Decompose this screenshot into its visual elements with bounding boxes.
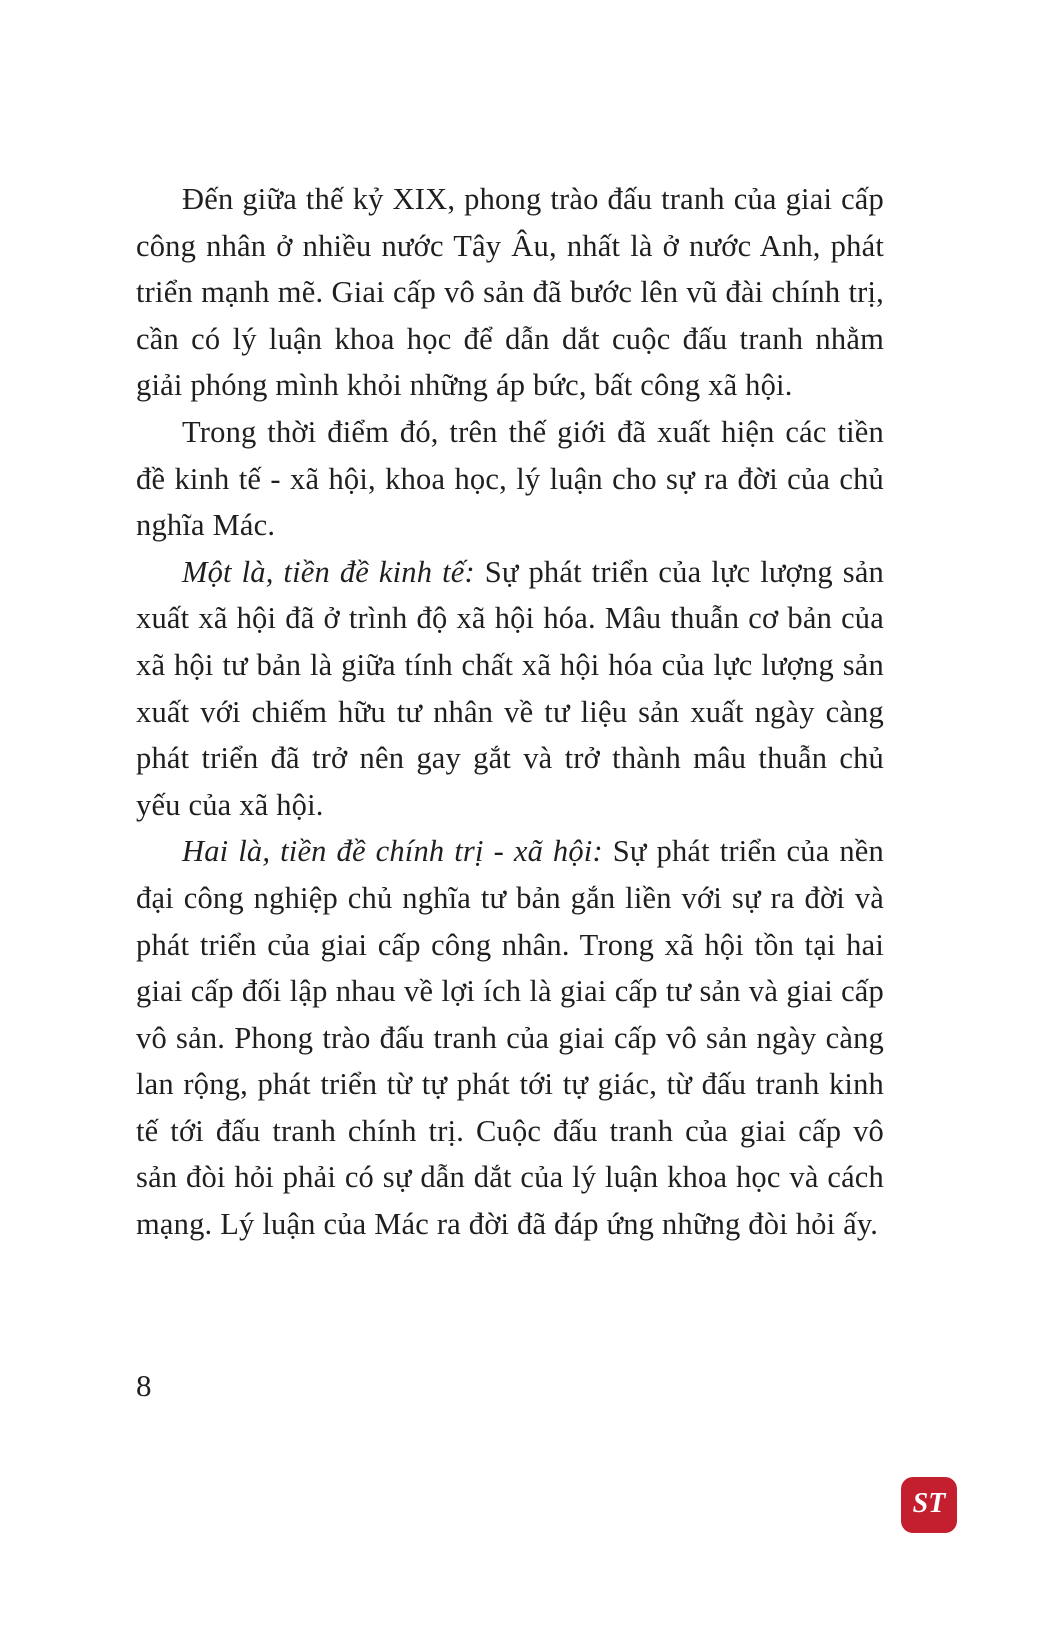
page-number: 8	[136, 1368, 152, 1403]
paragraph-text: Trong thời điểm đó, trên thế giới đã xuất hiện các tiền đề kinh tế - xã hội, khoa học, lý luận cho sự ra đời của chủ nghĩa Mác.	[136, 414, 884, 543]
paragraph-text: Đến giữa thế kỷ XIX, phong trào đấu tranh của giai cấp công nhân ở nhiều nước Tây Âu, nhất là ở nước Anh, phát triển mạnh mẽ. Giai cấp vô sản đã bước lên vũ đài chính trị, cần có lý luận khoa học để dẫn dắt cuộc đấu tranh nhằm giải phóng mình khỏi những áp bức, bất công xã hội.	[136, 182, 884, 403]
body-text	[136, 176, 884, 1248]
paragraph-lead-italic: Một là, tiền đề kinh tế:	[182, 554, 475, 589]
publisher-logo	[901, 1477, 957, 1533]
paragraph-text: Sự phát triển của nền đại công nghiệp chủ nghĩa tư bản gắn liền với sự ra đời và phát triển của giai cấp công nhân. Trong xã hội tồn tại hai giai cấp đối lập nhau về lợi ích là giai cấp tư sản và giai cấp vô sản. Phong trào đấu tranh của giai cấp vô sản ngày càng lan rộng, phát triển từ tự phát tới tự giác, từ đấu tranh kinh tế tới đấu tranh chính trị. Cuộc đấu tranh của giai cấp vô sản đòi hỏi phải có sự dẫn dắt của lý luận khoa học và cách mạng. Lý luận của Mác ra đời đã đáp ứng những đòi hỏi ấy.	[136, 834, 884, 1242]
paragraph-text: Sự phát triển của lực lượng sản xuất xã hội đã ở trình độ xã hội hóa. Mâu thuẫn cơ bản của xã hội tư bản là giữa tính chất xã hội hóa của lực lượng sản xuất với chiếm hữu tư nhân về tư liệu sản xuất ngày càng phát triển đã trở nên gay gắt và trở thành mâu thuẫn chủ yếu của xã hội.	[136, 554, 884, 822]
paragraph	[136, 409, 884, 549]
publisher-logo-st-icon: ST	[912, 1488, 946, 1519]
paragraph	[136, 828, 884, 1247]
paragraph-lead-italic: Hai là, tiền đề chính trị - xã hội:	[182, 834, 603, 869]
paragraph	[136, 549, 884, 829]
paragraph	[136, 176, 884, 409]
